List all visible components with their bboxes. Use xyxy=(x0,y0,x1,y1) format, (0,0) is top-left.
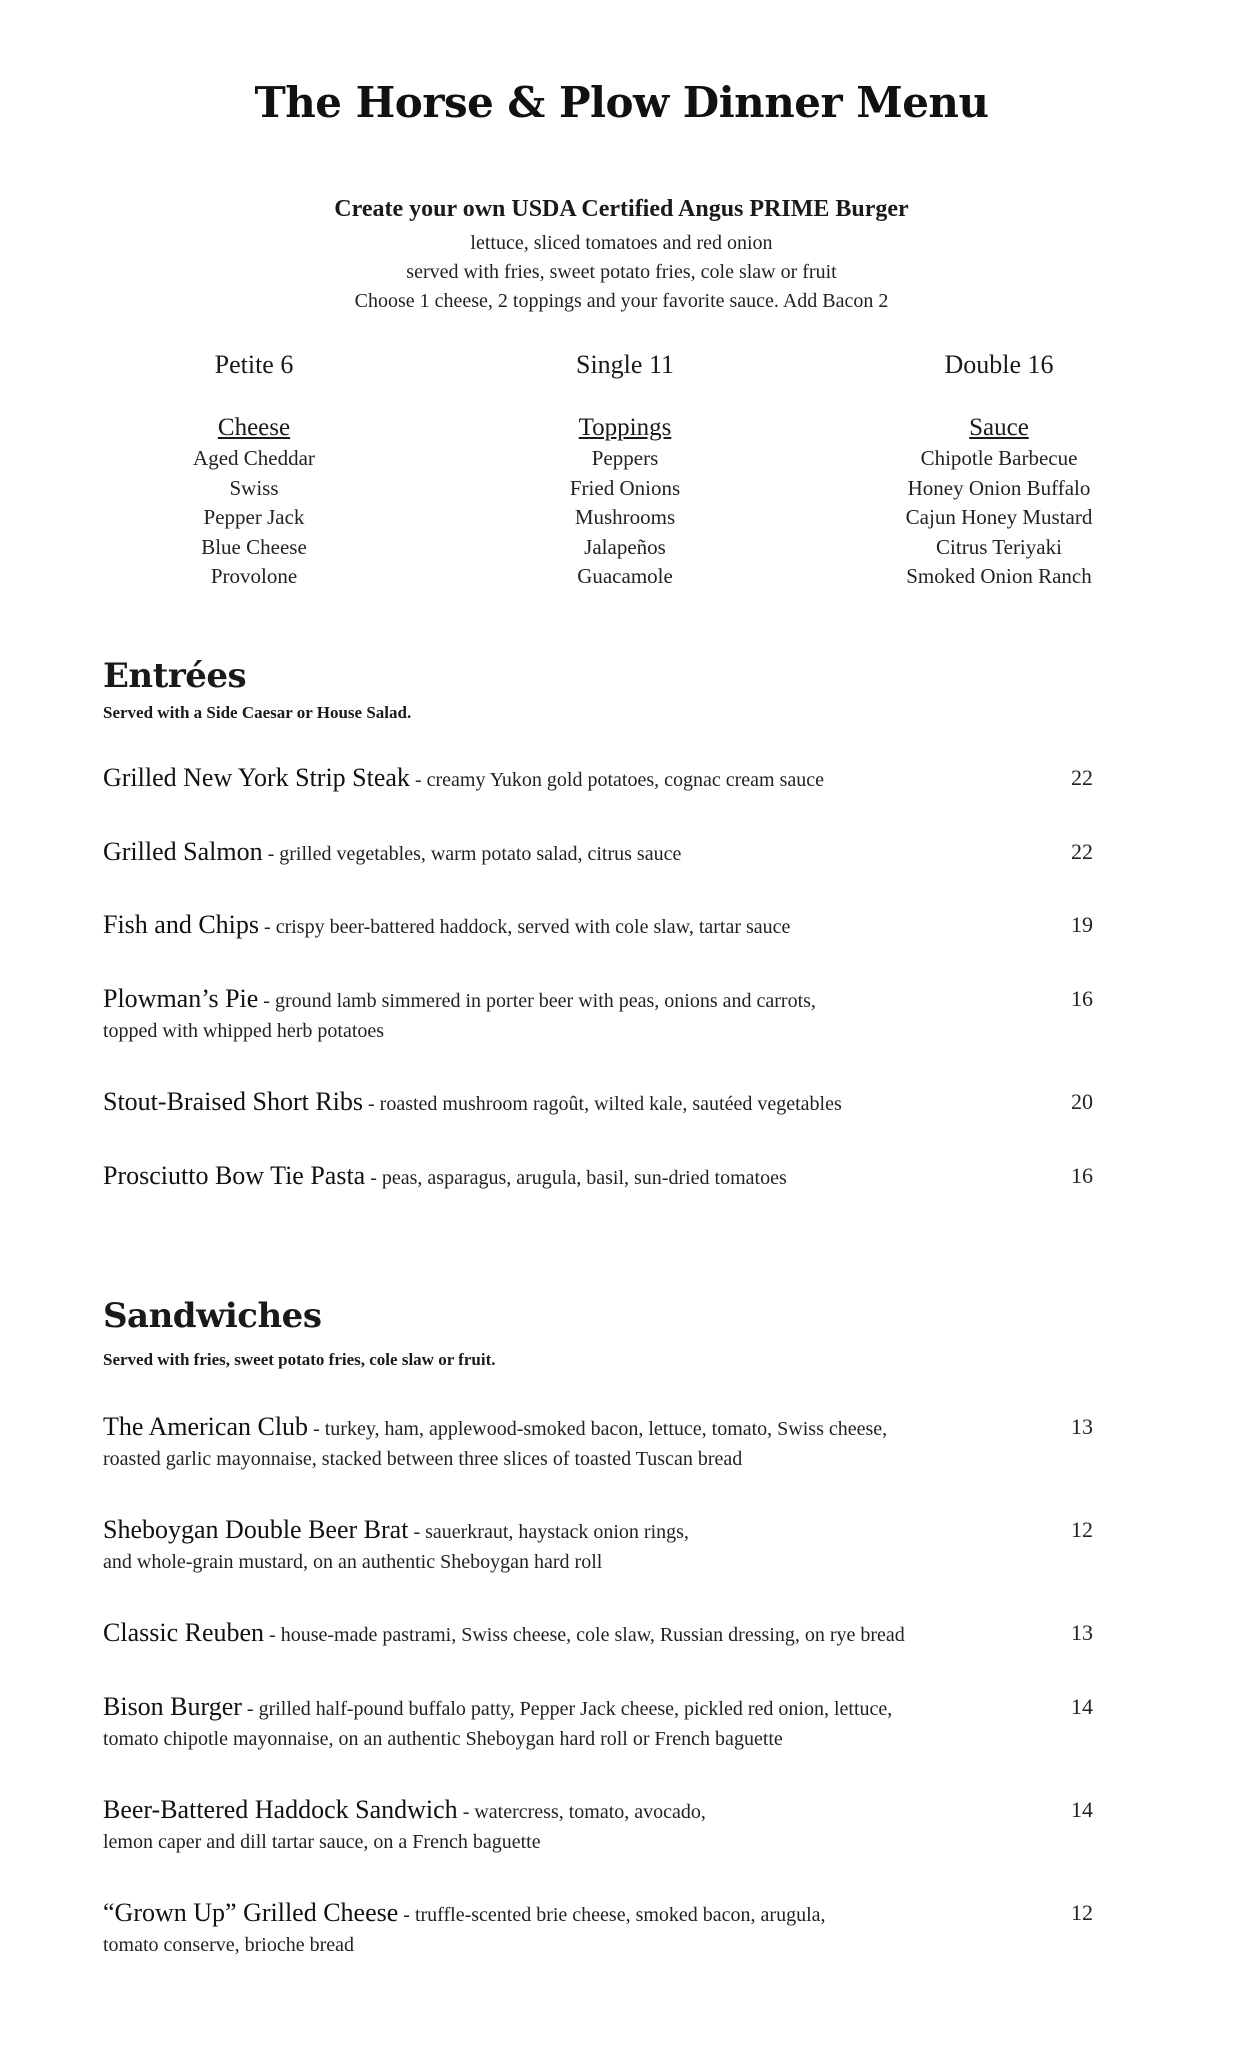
entree-price: 22 xyxy=(1071,839,1093,864)
sandwich-description-continued: tomato conserve, brioche bread xyxy=(103,1934,355,1956)
entree-description: - roasted mushroom ragoût, wilted kale, sautéed vegetables xyxy=(363,1093,842,1115)
sandwich-item xyxy=(103,1618,1133,1650)
topping-item: Peppers xyxy=(591,446,659,470)
sandwich-description-continued: roasted garlic mayonnaise, stacked between three slices of toasted Tuscan bread xyxy=(103,1448,743,1470)
cheese-item: Blue Cheese xyxy=(201,534,307,559)
cheese-heading: Cheese xyxy=(217,414,291,441)
cheese-item: Swiss xyxy=(229,475,279,500)
sauce-item: Cajun Honey Mustard xyxy=(905,505,1093,529)
burger-size-double: Double 16 xyxy=(944,350,1054,379)
sandwich-description: - truffle-scented brie cheese, smoked bacon, arugula, xyxy=(398,1904,826,1926)
sauce-item: Honey Onion Buffalo xyxy=(907,475,1091,500)
sandwich-name: Bison Burger xyxy=(103,1692,242,1721)
entree-price: 16 xyxy=(1071,986,1093,1011)
entree-description: - peas, asparagus, arugula, basil, sun-dried tomatoes xyxy=(365,1167,787,1189)
cheese-item: Provolone xyxy=(210,564,298,588)
sandwich-item xyxy=(103,1412,1133,1474)
sandwich-price: 14 xyxy=(1071,1694,1093,1719)
sandwich-item xyxy=(103,1898,1133,1960)
topping-item: Guacamole xyxy=(577,564,673,588)
sandwich-description: - grilled half-pound buffalo patty, Pepper Jack cheese, pickled red onion, lettuce, xyxy=(241,1698,893,1720)
entree-name: Fish and Chips xyxy=(103,910,260,939)
sandwich-item xyxy=(103,1515,1133,1577)
sandwich-name: Classic Reuben xyxy=(103,1618,265,1647)
sandwich-item xyxy=(103,1692,1133,1754)
sandwich-description: - watercress, tomato, avocado, xyxy=(457,1801,706,1823)
sandwich-description-continued: tomato chipotle mayonnaise, on an authentic Sheboygan hard roll or French baguette xyxy=(103,1728,783,1750)
sandwich-price: 14 xyxy=(1071,1797,1093,1822)
entree-price: 19 xyxy=(1071,912,1093,937)
sandwich-name: The American Club xyxy=(103,1412,309,1441)
entree-name: Stout-Braised Short Ribs xyxy=(103,1087,364,1116)
cheese-item: Aged Cheddar xyxy=(193,446,315,470)
entree-item xyxy=(103,984,1133,1046)
sandwich-description-continued: lemon caper and dill tartar sauce, on a French baguette xyxy=(103,1831,541,1853)
sauce-item: Citrus Teriyaki xyxy=(936,534,1062,559)
cheese-column xyxy=(89,414,419,592)
burger-description-line: Choose 1 cheese, 2 toppings and your favorite sauce. Add Bacon 2 xyxy=(354,290,889,312)
sandwiches-subheading: Served with fries, sweet potato fries, cole slaw or fruit. xyxy=(103,1350,496,1369)
sauce-item: Smoked Onion Ranch xyxy=(906,564,1092,588)
entree-name: Grilled New York Strip Steak xyxy=(103,763,410,792)
sandwich-name: Beer-Battered Haddock Sandwich xyxy=(103,1795,458,1824)
entree-description: - crispy beer-battered haddock, served with cole slaw, tartar sauce xyxy=(259,916,791,938)
sandwich-description: - house-made pastrami, Swiss cheese, cole slaw, Russian dressing, on rye bread xyxy=(264,1624,905,1646)
entree-name: Prosciutto Bow Tie Pasta xyxy=(103,1161,366,1190)
entrees-heading: Entrées xyxy=(103,656,247,696)
cheese-item: Pepper Jack xyxy=(203,505,305,529)
entree-item xyxy=(103,910,1133,942)
entree-item xyxy=(103,763,1133,795)
entree-description-continued: topped with whipped herb potatoes xyxy=(103,1020,385,1042)
sauce-item: Chipotle Barbecue xyxy=(920,446,1078,470)
entree-description: - grilled vegetables, warm potato salad, citrus sauce xyxy=(262,843,682,865)
burger-description-line: served with fries, sweet potato fries, cole slaw or fruit xyxy=(406,261,837,283)
sandwich-price: 12 xyxy=(1071,1900,1093,1925)
entree-description: - creamy Yukon gold potatoes, cognac cream sauce xyxy=(409,769,825,791)
sandwich-description: - turkey, ham, applewood-smoked bacon, lettuce, tomato, Swiss cheese, xyxy=(308,1418,888,1440)
entree-price: 16 xyxy=(1071,1163,1093,1188)
sandwich-price: 13 xyxy=(1071,1414,1093,1439)
sandwich-price: 12 xyxy=(1071,1517,1093,1542)
entree-item xyxy=(103,837,1133,869)
sandwich-description-continued: and whole-grain mustard, on an authentic Sheboygan hard roll xyxy=(103,1551,603,1573)
menu-title: The Horse & Plow Dinner Menu xyxy=(254,78,989,127)
sandwich-description: - sauerkraut, haystack onion rings, xyxy=(408,1521,689,1543)
sandwich-name: “Grown Up” Grilled Cheese xyxy=(103,1898,399,1927)
topping-item: Mushrooms xyxy=(574,505,676,529)
toppings-heading: Toppings xyxy=(578,414,672,441)
sauce-heading: Sauce xyxy=(969,414,1029,441)
sauce-column xyxy=(834,414,1164,592)
entree-item xyxy=(103,1087,1133,1119)
burger-heading: Create your own USDA Certified Angus PRIME Burger xyxy=(334,196,909,222)
entree-description: - ground lamb simmered in porter beer with peas, onions and carrots, xyxy=(258,990,816,1012)
sandwiches-heading: Sandwiches xyxy=(103,1296,322,1336)
toppings-column xyxy=(460,414,790,592)
sandwich-price: 13 xyxy=(1071,1620,1093,1645)
entrees-subheading: Served with a Side Caesar or House Salad. xyxy=(103,703,412,722)
entree-item xyxy=(103,1161,1133,1193)
entree-name: Grilled Salmon xyxy=(103,837,263,866)
sandwich-name: Sheboygan Double Beer Brat xyxy=(103,1515,409,1544)
sandwich-item xyxy=(103,1795,1133,1857)
topping-item: Fried Onions xyxy=(569,475,681,500)
entree-price: 22 xyxy=(1071,765,1093,790)
entree-name: Plowman’s Pie xyxy=(103,984,259,1013)
entree-price: 20 xyxy=(1071,1089,1093,1114)
topping-item: Jalapeños xyxy=(584,534,666,559)
burger-description-line: lettuce, sliced tomatoes and red onion xyxy=(470,232,773,254)
burger-size-single: Single 11 xyxy=(576,350,674,379)
burger-size-petite: Petite 6 xyxy=(214,350,294,379)
